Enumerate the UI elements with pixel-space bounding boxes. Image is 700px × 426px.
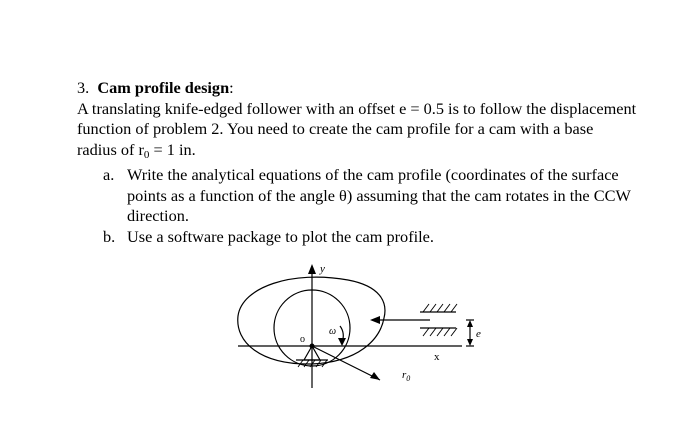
label-omega: ω	[329, 326, 337, 337]
list-item-a	[77, 165, 687, 227]
radius-arrow	[370, 372, 380, 380]
label-r-sub: 0	[406, 374, 411, 383]
item-a-line-1: Write the analytical equations of the cam profile (coordinates of the surface	[127, 165, 619, 184]
list-marker-b: b.	[103, 226, 116, 246]
r0-subscript: 0	[143, 148, 150, 161]
label-e: e	[476, 328, 481, 340]
offset-arrow-down	[467, 339, 473, 346]
label-x: x	[434, 351, 440, 363]
body-line-3	[77, 140, 687, 166]
offset-arrow-up	[467, 320, 473, 327]
problem-number: 3.	[77, 78, 90, 97]
cam-diagram	[230, 260, 490, 390]
label-o: o	[300, 334, 305, 345]
problem-statement	[77, 78, 687, 247]
y-axis-arrow	[308, 264, 316, 274]
item-a-line-3: direction.	[127, 206, 189, 225]
list-item-b	[77, 227, 687, 248]
problem-title-colon: :	[229, 78, 234, 97]
item-a-line-2: points as a function of the angle θ) assuming that the cam rotates in the CCW	[127, 185, 631, 205]
cam-center	[310, 344, 315, 349]
body-line-1: A translating knife-edged follower with an offset e = 0.5 is to follow the displacement	[77, 98, 637, 118]
list-marker-a: a.	[103, 165, 115, 184]
follower-arrow	[370, 316, 380, 324]
label-y: y	[320, 263, 325, 275]
problem-title: Cam profile design	[97, 78, 230, 97]
label-r0	[402, 369, 410, 383]
problem-heading	[77, 78, 687, 99]
body-line-3-tail: = 1 in.	[149, 139, 196, 159]
label-r: r	[402, 369, 407, 381]
item-b-line-1: Use a software package to plot the cam profile.	[127, 226, 434, 246]
omega-arrow	[338, 338, 346, 346]
body-line-2: function of problem 2. You need to create the cam profile for a cam with a base	[77, 119, 594, 138]
body-line-3-text: radius of r	[77, 139, 144, 159]
